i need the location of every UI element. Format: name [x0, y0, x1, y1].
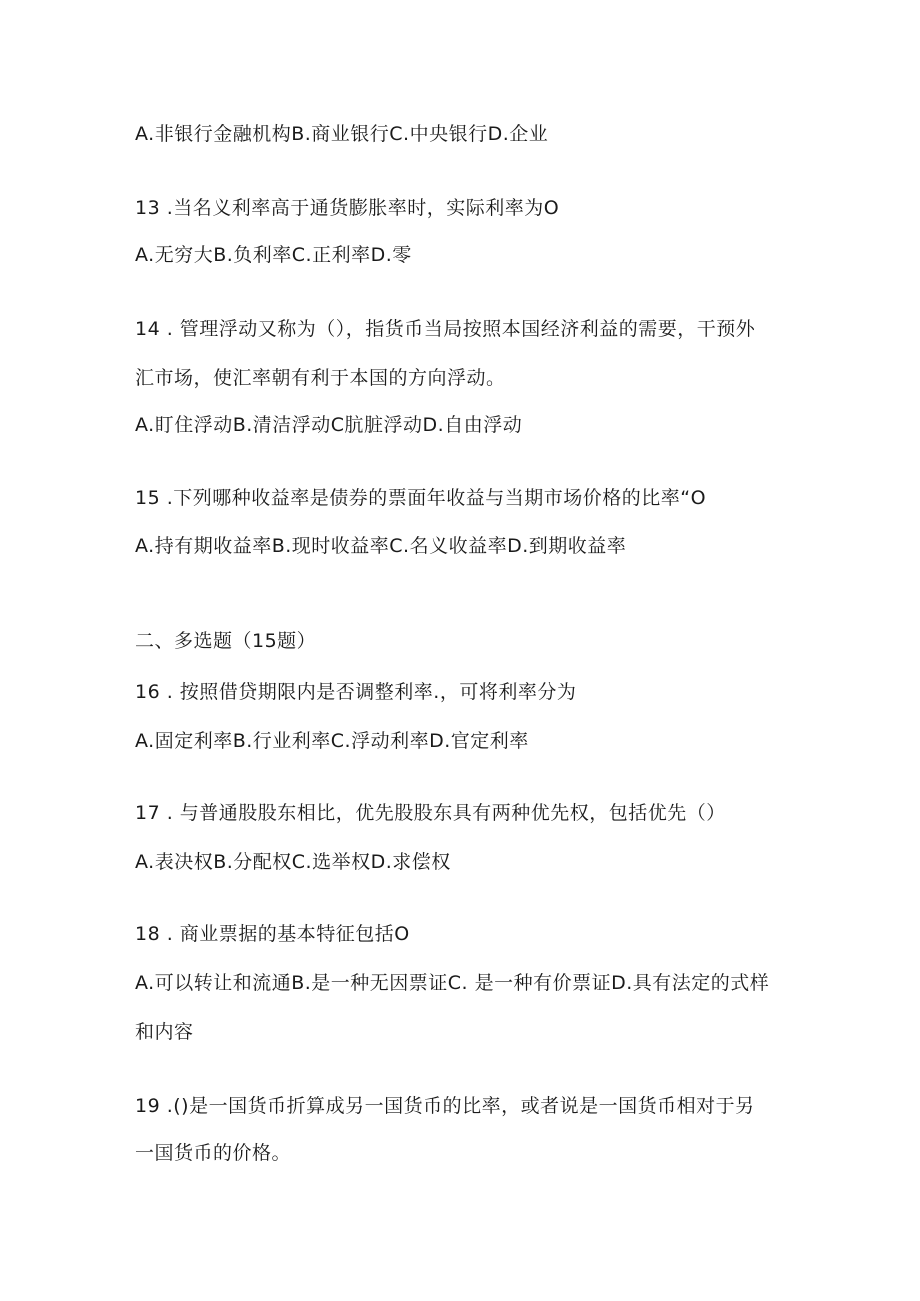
- q15-question: 15 .下列哪种收益率是债券的票面年收益与当期市场价格的比率“O: [135, 487, 707, 509]
- q17-question: 17 . 与普通股股东相比，优先股股东具有两种优先权，包括优先（）: [135, 802, 726, 824]
- q15-options: A.持有期收益率B.现时收益率C.名义收益率D.到期收益率: [135, 535, 627, 557]
- q17-options: A.表决权B.分配权C.选举权D.求偿权: [135, 851, 451, 873]
- q18-options-line1: A.可以转让和流通B.是一种无因票证C. 是一种有价票证D.具有法定的式样: [135, 972, 770, 994]
- q13-question: 13 .当名义利率高于通货膨胀率时，实际利率为O: [135, 197, 560, 219]
- q16-options: A.固定利率B.行业利率C.浮动利率D.官定利率: [135, 730, 529, 752]
- q18-options-line2: 和内容: [135, 1021, 194, 1043]
- q14-question-line2: 汇市场，使汇率朝有利于本国的方向浮动。: [135, 367, 506, 389]
- q18-question: 18 . 商业票据的基本特征包括O: [135, 923, 410, 945]
- q19-question-line2: 一国货币的价格。: [135, 1142, 292, 1164]
- q16-question: 16 . 按照借贷期限内是否调整利率.，可将利率分为: [135, 681, 577, 703]
- section-heading: 二、多选题（15题）: [135, 630, 317, 652]
- q14-options: A.盯住浮动B.清洁浮动C肮脏浮动D.自由浮动: [135, 414, 523, 436]
- q12-options: A.非银行金融机构B.商业银行C.中央银行D.企业: [135, 123, 549, 145]
- q14-question-line1: 14 . 管理浮动又称为（），指货币当局按照本国经济利益的需要，干预外: [135, 318, 756, 340]
- q19-question-line1: 19 .()是一国货币折算成另一国货币的比率，或者说是一国货币相对于另: [135, 1095, 755, 1117]
- q13-options: A.无穷大B.负利率C.正利率D.零: [135, 244, 412, 266]
